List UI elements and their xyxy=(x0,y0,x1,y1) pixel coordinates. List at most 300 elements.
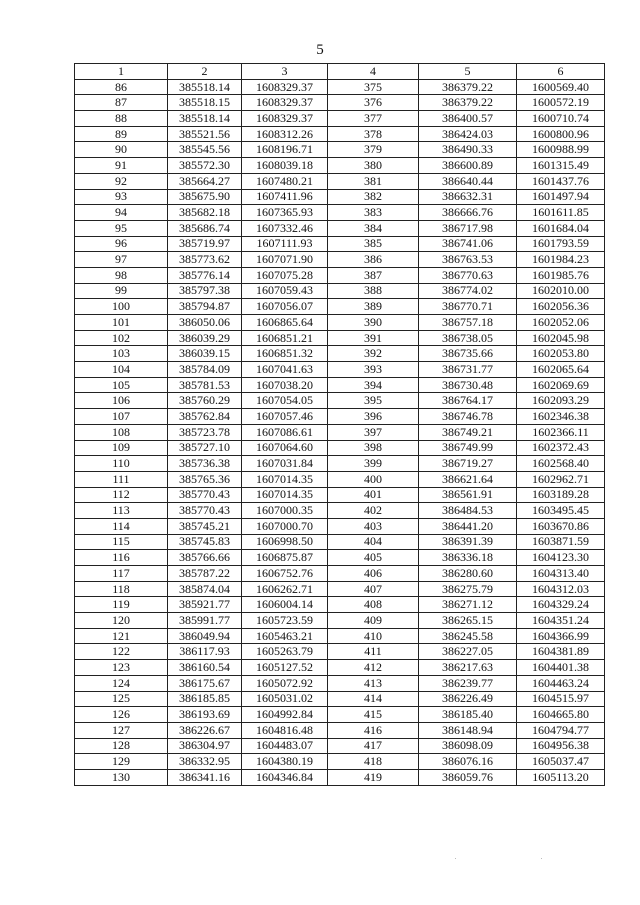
table-cell: 1602045.98 xyxy=(517,330,605,346)
table-cell: 1600572.19 xyxy=(517,95,605,111)
table-cell: 385521.56 xyxy=(168,126,242,142)
table-cell: 1604816.48 xyxy=(242,722,328,738)
table-cell: 1604515.97 xyxy=(517,691,605,707)
table-cell: 1608312.26 xyxy=(242,126,328,142)
table-cell: 1605072.92 xyxy=(242,675,328,691)
table-cell: 1606262.71 xyxy=(242,581,328,597)
table-cell: 386561.91 xyxy=(419,487,517,503)
table-cell: 1601684.04 xyxy=(517,220,605,236)
table-cell: 386600.89 xyxy=(419,158,517,174)
table-cell: 109 xyxy=(75,440,168,456)
table-cell: 386731.77 xyxy=(419,362,517,378)
table-cell: 1607480.21 xyxy=(242,173,328,189)
table-cell: 1607332.46 xyxy=(242,220,328,236)
column-header: 3 xyxy=(242,64,328,80)
table-cell: 386049.94 xyxy=(168,628,242,644)
table-row xyxy=(75,550,605,566)
table-cell: 385682.18 xyxy=(168,205,242,221)
table-cell: 1602053.80 xyxy=(517,346,605,362)
table-cell: 416 xyxy=(328,722,419,738)
table-cell: 385664.27 xyxy=(168,173,242,189)
table-cell: 386175.67 xyxy=(168,675,242,691)
table-cell: 399 xyxy=(328,456,419,472)
table-cell: 1604401.38 xyxy=(517,660,605,676)
table-cell: 1602069.69 xyxy=(517,377,605,393)
table-cell: 385766.66 xyxy=(168,550,242,566)
table-cell: 386245.58 xyxy=(419,628,517,644)
table-cell: 385545.56 xyxy=(168,142,242,158)
table-cell: 1602052.06 xyxy=(517,315,605,331)
table-cell: 100 xyxy=(75,299,168,315)
table-cell: 1604665.80 xyxy=(517,707,605,723)
column-header: 2 xyxy=(168,64,242,80)
table-cell: 1604794.77 xyxy=(517,722,605,738)
table-cell: 386098.09 xyxy=(419,738,517,754)
table-cell: 129 xyxy=(75,754,168,770)
table-cell: 386059.76 xyxy=(419,769,517,785)
table-cell: 385781.53 xyxy=(168,377,242,393)
table-row xyxy=(75,409,605,425)
table-cell: 1603871.59 xyxy=(517,534,605,550)
table-cell: 385675.90 xyxy=(168,189,242,205)
table-cell: 385719.97 xyxy=(168,236,242,252)
table-cell: 1605463.21 xyxy=(242,628,328,644)
table-cell: 1605037.47 xyxy=(517,754,605,770)
table-header-row xyxy=(75,64,605,80)
table-cell: 419 xyxy=(328,769,419,785)
table-cell: 386730.48 xyxy=(419,377,517,393)
table-cell: 386774.02 xyxy=(419,283,517,299)
table-cell: 386271.12 xyxy=(419,597,517,613)
table-cell: 1601437.76 xyxy=(517,173,605,189)
table-cell: 401 xyxy=(328,487,419,503)
table-cell: 1604381.89 xyxy=(517,644,605,660)
table-cell: 396 xyxy=(328,409,419,425)
table-cell: 385518.14 xyxy=(168,111,242,127)
table-row xyxy=(75,597,605,613)
table-cell: 386741.06 xyxy=(419,236,517,252)
table-cell: 386341.16 xyxy=(168,769,242,785)
table-row xyxy=(75,267,605,283)
table-cell: 1606875.87 xyxy=(242,550,328,566)
table-cell: 385770.43 xyxy=(168,487,242,503)
table-cell: 385770.43 xyxy=(168,503,242,519)
table-cell: 1608329.37 xyxy=(242,79,328,95)
coordinates-table xyxy=(74,63,605,786)
table-cell: 407 xyxy=(328,581,419,597)
table-cell: 1604380.19 xyxy=(242,754,328,770)
table-row xyxy=(75,581,605,597)
table-cell: 1602065.64 xyxy=(517,362,605,378)
table-cell: 386226.49 xyxy=(419,691,517,707)
table-cell: 1602093.29 xyxy=(517,393,605,409)
table-row xyxy=(75,738,605,754)
table-row xyxy=(75,503,605,519)
table-cell: 390 xyxy=(328,315,419,331)
table-cell: 386332.95 xyxy=(168,754,242,770)
table-row xyxy=(75,173,605,189)
table-cell: 1607365.93 xyxy=(242,205,328,221)
table-cell: 385776.14 xyxy=(168,267,242,283)
table-row xyxy=(75,315,605,331)
table-cell: 406 xyxy=(328,566,419,582)
table-cell: 1604312.03 xyxy=(517,581,605,597)
table-row xyxy=(75,158,605,174)
table-cell: 386621.64 xyxy=(419,471,517,487)
table-cell: 1601793.59 xyxy=(517,236,605,252)
table-cell: 124 xyxy=(75,675,168,691)
table-row xyxy=(75,189,605,205)
table-cell: 1607000.35 xyxy=(242,503,328,519)
table-cell: 378 xyxy=(328,126,419,142)
table-cell: 106 xyxy=(75,393,168,409)
column-header: 1 xyxy=(75,64,168,80)
table-cell: 125 xyxy=(75,691,168,707)
table-cell: 398 xyxy=(328,440,419,456)
table-cell: 115 xyxy=(75,534,168,550)
table-cell: 1603670.86 xyxy=(517,518,605,534)
table-cell: 1602568.40 xyxy=(517,456,605,472)
table-row xyxy=(75,518,605,534)
table-cell: 386275.79 xyxy=(419,581,517,597)
table-cell: 385518.14 xyxy=(168,79,242,95)
table-cell: 386280.60 xyxy=(419,566,517,582)
table-cell: 1604123.30 xyxy=(517,550,605,566)
table-cell: 386735.66 xyxy=(419,346,517,362)
table-cell: 1604992.84 xyxy=(242,707,328,723)
table-cell: 116 xyxy=(75,550,168,566)
table-cell: 126 xyxy=(75,707,168,723)
table-cell: 1605031.02 xyxy=(242,691,328,707)
table-cell: 386640.44 xyxy=(419,173,517,189)
table-cell: 98 xyxy=(75,267,168,283)
table-cell: 1601315.49 xyxy=(517,158,605,174)
table-cell: 389 xyxy=(328,299,419,315)
table-cell: 1602010.00 xyxy=(517,283,605,299)
table-cell: 90 xyxy=(75,142,168,158)
table-cell: 128 xyxy=(75,738,168,754)
table-row xyxy=(75,393,605,409)
table-row xyxy=(75,722,605,738)
table-cell: 386749.99 xyxy=(419,440,517,456)
table-cell: 92 xyxy=(75,173,168,189)
table-cell: 122 xyxy=(75,644,168,660)
table-cell: 105 xyxy=(75,377,168,393)
table-cell: 1607056.07 xyxy=(242,299,328,315)
table-cell: 1600988.99 xyxy=(517,142,605,158)
table-cell: 93 xyxy=(75,189,168,205)
table-cell: 114 xyxy=(75,518,168,534)
table-row xyxy=(75,440,605,456)
table-row xyxy=(75,424,605,440)
table-cell: 121 xyxy=(75,628,168,644)
table-cell: 397 xyxy=(328,424,419,440)
table-cell: 393 xyxy=(328,362,419,378)
table-cell: 101 xyxy=(75,315,168,331)
table-cell: 1604329.24 xyxy=(517,597,605,613)
table-row xyxy=(75,220,605,236)
table-cell: 88 xyxy=(75,111,168,127)
table-cell: 1608329.37 xyxy=(242,111,328,127)
table-cell: 385773.62 xyxy=(168,252,242,268)
table-cell: 1602346.38 xyxy=(517,409,605,425)
table-cell: 385723.78 xyxy=(168,424,242,440)
table-cell: 1601985.76 xyxy=(517,267,605,283)
table-row xyxy=(75,362,605,378)
table-cell: 385991.77 xyxy=(168,613,242,629)
table-cell: 108 xyxy=(75,424,168,440)
table-row xyxy=(75,236,605,252)
table-cell: 1607031.84 xyxy=(242,456,328,472)
table-cell: 1605263.79 xyxy=(242,644,328,660)
table-cell: 386746.78 xyxy=(419,409,517,425)
table-cell: 386424.03 xyxy=(419,126,517,142)
table-cell: 415 xyxy=(328,707,419,723)
table-cell: 392 xyxy=(328,346,419,362)
table-cell: 400 xyxy=(328,471,419,487)
table-cell: 118 xyxy=(75,581,168,597)
table-row xyxy=(75,707,605,723)
table-row xyxy=(75,754,605,770)
table-cell: 1605127.52 xyxy=(242,660,328,676)
table-cell: 1605723.59 xyxy=(242,613,328,629)
table-cell: 1606752.76 xyxy=(242,566,328,582)
table-cell: 1607054.05 xyxy=(242,393,328,409)
table-cell: 1604313.40 xyxy=(517,566,605,582)
scan-speck xyxy=(541,858,542,859)
table-cell: 113 xyxy=(75,503,168,519)
table-cell: 102 xyxy=(75,330,168,346)
table-cell: 1607111.93 xyxy=(242,236,328,252)
table-cell: 1607411.96 xyxy=(242,189,328,205)
table-cell: 402 xyxy=(328,503,419,519)
column-header: 4 xyxy=(328,64,419,80)
table-cell: 386226.67 xyxy=(168,722,242,738)
table-cell: 1602366.11 xyxy=(517,424,605,440)
table-cell: 409 xyxy=(328,613,419,629)
table-cell: 127 xyxy=(75,722,168,738)
table-cell: 117 xyxy=(75,566,168,582)
table-cell: 1607057.46 xyxy=(242,409,328,425)
table-cell: 386632.31 xyxy=(419,189,517,205)
table-cell: 1607041.63 xyxy=(242,362,328,378)
table-cell: 381 xyxy=(328,173,419,189)
table-cell: 111 xyxy=(75,471,168,487)
table-cell: 385745.21 xyxy=(168,518,242,534)
table-row xyxy=(75,330,605,346)
column-header: 6 xyxy=(517,64,605,80)
table-cell: 95 xyxy=(75,220,168,236)
table-cell: 386757.18 xyxy=(419,315,517,331)
table-cell: 1603495.45 xyxy=(517,503,605,519)
table-row xyxy=(75,111,605,127)
table-cell: 383 xyxy=(328,205,419,221)
table-cell: 1607014.35 xyxy=(242,471,328,487)
table-cell: 385762.84 xyxy=(168,409,242,425)
table-row xyxy=(75,299,605,315)
table-cell: 110 xyxy=(75,456,168,472)
table-cell: 386770.63 xyxy=(419,267,517,283)
table-cell: 377 xyxy=(328,111,419,127)
table-cell: 1606998.50 xyxy=(242,534,328,550)
table-row xyxy=(75,283,605,299)
table-cell: 86 xyxy=(75,79,168,95)
table-row xyxy=(75,142,605,158)
table-cell: 386076.16 xyxy=(419,754,517,770)
table-row xyxy=(75,377,605,393)
table-cell: 382 xyxy=(328,189,419,205)
table-cell: 1607014.35 xyxy=(242,487,328,503)
table-row xyxy=(75,126,605,142)
table-cell: 413 xyxy=(328,675,419,691)
table-cell: 386 xyxy=(328,252,419,268)
table-cell: 376 xyxy=(328,95,419,111)
table-cell: 1603189.28 xyxy=(517,487,605,503)
table-cell: 403 xyxy=(328,518,419,534)
table-cell: 130 xyxy=(75,769,168,785)
table-cell: 1601497.94 xyxy=(517,189,605,205)
table-cell: 1604483.07 xyxy=(242,738,328,754)
table-cell: 386050.06 xyxy=(168,315,242,331)
table-row xyxy=(75,79,605,95)
table-cell: 1607075.28 xyxy=(242,267,328,283)
table-cell: 87 xyxy=(75,95,168,111)
table-cell: 386738.05 xyxy=(419,330,517,346)
table-cell: 385572.30 xyxy=(168,158,242,174)
table-cell: 417 xyxy=(328,738,419,754)
table-cell: 386239.77 xyxy=(419,675,517,691)
table-cell: 1602962.71 xyxy=(517,471,605,487)
table-cell: 1608039.18 xyxy=(242,158,328,174)
page-number: 5 xyxy=(316,42,324,58)
table-cell: 386185.40 xyxy=(419,707,517,723)
table-cell: 386717.98 xyxy=(419,220,517,236)
table-cell: 1606851.32 xyxy=(242,346,328,362)
table-cell: 418 xyxy=(328,754,419,770)
table-cell: 1601611.85 xyxy=(517,205,605,221)
table-cell: 89 xyxy=(75,126,168,142)
table-cell: 386441.20 xyxy=(419,518,517,534)
table-cell: 385765.36 xyxy=(168,471,242,487)
table-cell: 1606004.14 xyxy=(242,597,328,613)
table-cell: 97 xyxy=(75,252,168,268)
table-cell: 386666.76 xyxy=(419,205,517,221)
table-cell: 103 xyxy=(75,346,168,362)
table-cell: 387 xyxy=(328,267,419,283)
table-cell: 386764.17 xyxy=(419,393,517,409)
table-cell: 386148.94 xyxy=(419,722,517,738)
table-row xyxy=(75,95,605,111)
table-cell: 385745.83 xyxy=(168,534,242,550)
table-cell: 1607000.70 xyxy=(242,518,328,534)
table-cell: 379 xyxy=(328,142,419,158)
table-cell: 385 xyxy=(328,236,419,252)
table-cell: 120 xyxy=(75,613,168,629)
table-cell: 99 xyxy=(75,283,168,299)
table-cell: 386400.57 xyxy=(419,111,517,127)
table-cell: 386185.85 xyxy=(168,691,242,707)
table-cell: 386217.63 xyxy=(419,660,517,676)
table-cell: 386391.39 xyxy=(419,534,517,550)
table-cell: 412 xyxy=(328,660,419,676)
table-row xyxy=(75,471,605,487)
table-cell: 94 xyxy=(75,205,168,221)
table-cell: 1608329.37 xyxy=(242,95,328,111)
table-cell: 123 xyxy=(75,660,168,676)
table-cell: 1604351.24 xyxy=(517,613,605,629)
table-cell: 380 xyxy=(328,158,419,174)
table-cell: 1607064.60 xyxy=(242,440,328,456)
table-cell: 1607071.90 xyxy=(242,252,328,268)
table-cell: 408 xyxy=(328,597,419,613)
table-cell: 112 xyxy=(75,487,168,503)
table-cell: 1604346.84 xyxy=(242,769,328,785)
table-row xyxy=(75,613,605,629)
table-cell: 1604463.24 xyxy=(517,675,605,691)
table-cell: 386484.53 xyxy=(419,503,517,519)
table-row xyxy=(75,566,605,582)
table-cell: 386749.21 xyxy=(419,424,517,440)
table-cell: 385794.87 xyxy=(168,299,242,315)
table-cell: 386039.29 xyxy=(168,330,242,346)
table-cell: 1600800.96 xyxy=(517,126,605,142)
table-body xyxy=(75,79,605,785)
table-cell: 386763.53 xyxy=(419,252,517,268)
table-cell: 91 xyxy=(75,158,168,174)
table-cell: 96 xyxy=(75,236,168,252)
table-cell: 386490.33 xyxy=(419,142,517,158)
table-row xyxy=(75,769,605,785)
table-cell: 386193.69 xyxy=(168,707,242,723)
table-row xyxy=(75,252,605,268)
table-cell: 386227.05 xyxy=(419,644,517,660)
table-row xyxy=(75,628,605,644)
table-row xyxy=(75,644,605,660)
table-cell: 1600569.40 xyxy=(517,79,605,95)
table-cell: 385787.22 xyxy=(168,566,242,582)
table-cell: 385727.10 xyxy=(168,440,242,456)
table-cell: 375 xyxy=(328,79,419,95)
table-cell: 386379.22 xyxy=(419,79,517,95)
table-cell: 385921.77 xyxy=(168,597,242,613)
table-cell: 119 xyxy=(75,597,168,613)
table-cell: 1605113.20 xyxy=(517,769,605,785)
table-cell: 1606865.64 xyxy=(242,315,328,331)
table-cell: 414 xyxy=(328,691,419,707)
table-cell: 385518.15 xyxy=(168,95,242,111)
table-cell: 395 xyxy=(328,393,419,409)
table-cell: 386160.54 xyxy=(168,660,242,676)
table-cell: 394 xyxy=(328,377,419,393)
table-cell: 386719.27 xyxy=(419,456,517,472)
table-cell: 385797.38 xyxy=(168,283,242,299)
table-row xyxy=(75,660,605,676)
table-row xyxy=(75,675,605,691)
table-cell: 404 xyxy=(328,534,419,550)
table-cell: 405 xyxy=(328,550,419,566)
table-cell: 411 xyxy=(328,644,419,660)
table-cell: 410 xyxy=(328,628,419,644)
scan-speck xyxy=(455,858,456,859)
column-header: 5 xyxy=(419,64,517,80)
table-cell: 385736.38 xyxy=(168,456,242,472)
table-row xyxy=(75,691,605,707)
table-cell: 1607059.43 xyxy=(242,283,328,299)
table-cell: 391 xyxy=(328,330,419,346)
table-row xyxy=(75,205,605,221)
table-cell: 107 xyxy=(75,409,168,425)
table-cell: 1606851.21 xyxy=(242,330,328,346)
